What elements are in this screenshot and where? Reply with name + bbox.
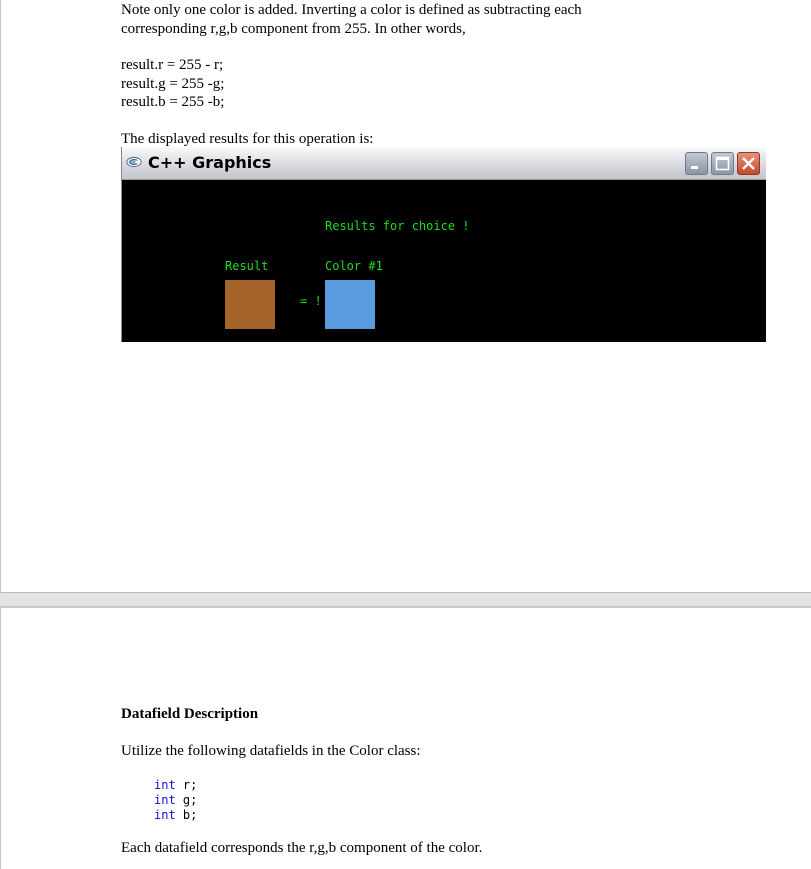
color-1-swatch [325, 280, 375, 329]
color-1-label: Color #1 [325, 259, 383, 273]
datafield-intro: Utilize the following datafields in the Color class: [121, 743, 421, 759]
code-keyword: int [154, 793, 176, 807]
code-identifier: r; [175, 778, 198, 792]
cpp-app-icon [126, 156, 142, 168]
cpp-graphics-window [121, 147, 766, 342]
document-page-2 [0, 607, 811, 869]
datafield-footer: Each datafield corresponds the r,g,b component of the color. [121, 840, 483, 856]
window-titlebar[interactable] [122, 147, 766, 180]
intro-line-2: corresponding r,g,b component from 255. In other words, [121, 21, 466, 37]
results-header-text: Results for choice ! [325, 219, 470, 233]
formula-red: result.r = 255 - r; [121, 57, 224, 73]
code-line-g [154, 793, 197, 808]
window-title: C++ Graphics [148, 153, 272, 172]
code-line-r [154, 778, 197, 793]
result-label: Result [225, 259, 269, 273]
intro-line-1: Note only one color is added. Inverting a color is defined as subtracting each [121, 2, 582, 18]
minimize-icon [686, 153, 707, 174]
code-identifier: b; [175, 808, 198, 822]
result-color-swatch [225, 280, 275, 329]
minimize-button[interactable] [685, 152, 708, 175]
formula-blue: result.b = 255 -b; [121, 94, 225, 110]
maximize-icon [712, 153, 733, 174]
datafield-heading: Datafield Description [121, 706, 259, 722]
equals-sign: = ! [300, 294, 322, 308]
close-button[interactable] [737, 152, 760, 175]
page-separator [0, 593, 811, 607]
maximize-button[interactable] [711, 152, 734, 175]
code-line-b [154, 808, 197, 823]
close-icon [738, 153, 759, 174]
code-keyword: int [154, 778, 176, 792]
code-keyword: int [154, 808, 176, 822]
code-identifier: g; [175, 793, 198, 807]
displayed-results-text: The displayed results for this operation is: [121, 131, 374, 147]
formula-green: result.g = 255 -g; [121, 76, 225, 92]
